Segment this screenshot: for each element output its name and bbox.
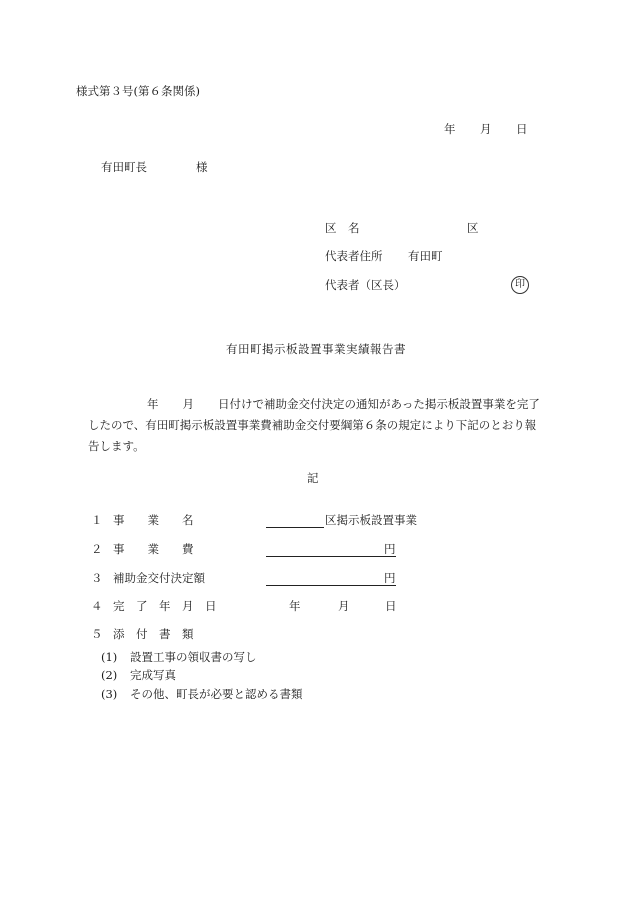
body-line-3: 告します。	[88, 439, 145, 453]
body-year: 年	[147, 397, 159, 411]
attachment-3-number: (3)	[101, 687, 118, 701]
item-3-label: 補助金交付決定額	[113, 571, 205, 585]
item-1-label: 事 業 名	[113, 513, 194, 527]
item-4-number: ４	[91, 599, 103, 613]
item-1-number: １	[91, 513, 103, 527]
item-3-value: 円	[384, 571, 396, 585]
item-2-blank	[266, 544, 384, 557]
address-value: 有田町	[408, 249, 443, 263]
district-label: 区 名	[325, 221, 360, 235]
item-5-label: 添 付 書 類	[113, 627, 194, 641]
item-2-value: 円	[384, 542, 396, 556]
address-label: 代表者住所	[325, 249, 383, 263]
item-4-day: 日	[385, 599, 397, 613]
item-1-blank	[266, 515, 324, 528]
body-line-1	[88, 394, 558, 415]
seal-mark: 印	[511, 276, 529, 294]
body-line-1-rest: 日付けで補助金交付決定の通知があった掲示板設置事業を完了	[218, 397, 540, 411]
item-5-number: ５	[91, 627, 103, 641]
item-2-label: 事 業 費	[113, 542, 194, 556]
date-month: 月	[480, 122, 492, 136]
district-suffix: 区	[467, 221, 479, 235]
body-month: 月	[182, 397, 194, 411]
representative-label: 代表者（区長）	[325, 278, 406, 292]
body-paragraph	[88, 394, 558, 457]
attachment-1-text: 設置工事の領収書の写し	[130, 650, 257, 664]
item-4-month: 月	[338, 599, 350, 613]
ki-heading: 記	[307, 471, 319, 485]
item-1-value: 区掲示板設置事業	[325, 513, 417, 527]
date-day: 日	[516, 122, 528, 136]
form-number: 様式第３号(第６条関係)	[76, 84, 200, 98]
attachment-1-number: (1)	[101, 650, 118, 664]
attachment-2-number: (2)	[101, 668, 118, 682]
addressee-honorific: 様	[196, 160, 208, 174]
date-year: 年	[444, 122, 456, 136]
attachment-2-text: 完成写真	[130, 668, 176, 682]
item-3-blank	[266, 573, 384, 586]
body-line-2: したので、有田町掲示板設置事業費補助金交付要綱第６条の規定により下記のとおり報	[88, 418, 537, 432]
item-4-year: 年	[289, 599, 301, 613]
attachment-3-text: その他、町長が必要と認める書類	[130, 687, 303, 701]
item-2-number: ２	[91, 542, 103, 556]
addressee-name: 有田町長	[101, 160, 147, 174]
document-title: 有田町掲示板設置事業実績報告書	[226, 342, 406, 356]
item-4-label: 完 了 年 月 日	[113, 599, 217, 613]
item-3-number: ３	[91, 571, 103, 585]
